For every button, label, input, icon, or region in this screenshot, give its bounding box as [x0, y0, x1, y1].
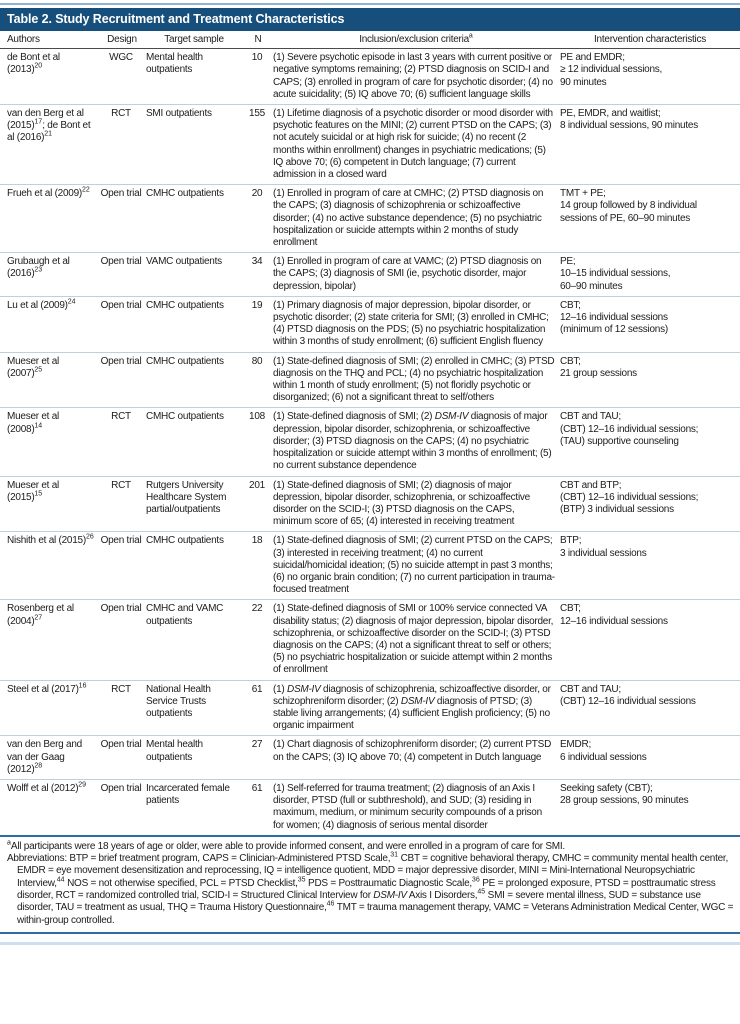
- cell-authors: Grubaugh et al $(2016)^{23}$: [0, 253, 100, 297]
- table-row: [0, 779, 740, 834]
- cell-intervention: CBT and TAU; (CBT) 12–16 individual sessions: [560, 680, 740, 736]
- cell-target-sample: Incarcerated female patients: [146, 782, 230, 807]
- table-row: [0, 49, 740, 105]
- table-row: [0, 185, 740, 253]
- cell-n: 34: [244, 253, 272, 297]
- cell-intervention: CBT and BTP; (CBT) 12–16 individual sessions; (BTP) 3 individual sessions: [560, 476, 740, 532]
- column-header-criteria: Inclusion/exclusion criteria$^a$: [272, 31, 560, 49]
- cell-target-sample: SMI outpatients: [144, 105, 244, 185]
- cell-target-sample: VAMC outpatients: [144, 253, 244, 297]
- cell-authors: Lu et al $(2009)^{24}$: [0, 296, 100, 352]
- column-header-design: Design: [100, 31, 144, 49]
- cell-authors: Frueh et al $(2009)^{22}$: [0, 185, 100, 253]
- cell-criteria: (1) Self-referred for trauma treatment; (2) diagnosis of an Axis I disorder, PTSD (full or subthreshold), and SUD; (3) residing in maximum, medium, or minimum security compounds of a prison for women; (4) diagnosis of serious mental disorder: [273, 782, 542, 831]
- cell-target-sample: CMHC outpatients: [144, 296, 244, 352]
- cell-target-sample: National Health Service Trusts outpatients: [144, 680, 244, 736]
- cell-target-sample: Rutgers University Healthcare System partial/outpatients: [144, 476, 244, 532]
- cell-n: 18: [244, 532, 272, 600]
- study-table: [0, 31, 740, 835]
- cell-design: Open trial: [100, 736, 144, 780]
- bottom-gap: [0, 934, 740, 942]
- cell-n: 27: [244, 736, 272, 780]
- cell-authors: Rosenberg et al $(2004)^{27}$: [0, 600, 100, 680]
- cell-criteria: (1) State-defined diagnosis of SMI; (2) enrolled in CMHC; (3) PTSD diagnosis on the THQ and PCL; (4) no psychiatric hospitalization within 1 month of study enrollment; (5) not floridly psychotic or disorganized; (6) not a significant threat to self/others: [272, 352, 560, 408]
- cell-design: Open trial: [100, 296, 144, 352]
- cell-authors: de Bont et al $(2013)^{20}$: [0, 49, 100, 105]
- cell-n: 22: [244, 600, 272, 680]
- cell-design: WGC: [100, 49, 144, 105]
- paper-table-page: [0, 3, 740, 945]
- table-row: [0, 352, 740, 408]
- cell-intervention: PE, EMDR, and waitlist; 8 individual sessions, 90 minutes: [560, 105, 740, 185]
- column-header-authors: Authors: [0, 31, 100, 49]
- table-row: [0, 296, 740, 352]
- cell-intervention: CBT; 12–16 individual sessions: [560, 600, 740, 680]
- cell-n: 201: [244, 476, 272, 532]
- table-body: [0, 49, 740, 835]
- table-row: [0, 105, 740, 185]
- cell-design: Open trial: [100, 532, 144, 600]
- cell-criteria: (1) Lifetime diagnosis of a psychotic disorder or mood disorder with psychotic features on the MINI; (2) current PTSD on the CAPS; (3) not acutely suicidal or at high risk for suicide; (4) no recent (2 months within enrollment) changes in psychiatric medications; (5) IQ above 70; (6) competent in Dutch language; (7) current admission in a closed ward: [272, 105, 560, 185]
- cell-authors: van den Berg et al $(2015)^{17}$; de Bont et al $(2016)^{21}$: [0, 105, 100, 185]
- cell-n: 19: [244, 296, 272, 352]
- cell-n: 108: [244, 408, 272, 476]
- cell-intervention: PE; 10–15 individual sessions, 60–90 minutes: [560, 253, 740, 297]
- cell-n: 155: [244, 105, 272, 185]
- cell-design: Open trial: [100, 185, 144, 253]
- cell-criteria: (1) DSM-IV diagnosis of schizophrenia, schizoaffective disorder, or schizophreniform disorder; (2) DSM-IV diagnosis of PTSD; (3) stable living arrangements; (4) sufficient English proficiency; (5) no organic impairment: [272, 680, 560, 736]
- cell-design: RCT: [100, 476, 144, 532]
- cell-intervention: BTP; 3 individual sessions: [560, 532, 740, 600]
- cell-criteria: (1) State-defined diagnosis of SMI; (2) diagnosis of major depression, bipolar disorder, schizophrenia, or schizoaffective disorder on the SCID-I; (3) PTSD diagnosis on the CAPS, minimum score of 65; (4) interested in receiving treatment: [272, 476, 560, 532]
- cell-authors: van den Berg and van der Gaag $(2012)^{28}$: [0, 736, 100, 780]
- table-row: [0, 476, 740, 532]
- column-header-target-sample: Target sample: [144, 31, 244, 49]
- cell-intervention: CBT; 21 group sessions: [560, 352, 740, 408]
- cell-criteria: (1) Primary diagnosis of major depression, bipolar disorder, or psychotic disorder; (2) state criteria for SMI; (3) enrolled in CMHC; (4) PTSD diagnosis on the PDS; (5) no psychiatric hospitalization within 3 months of study enrollment; (6) sufficient English fluency: [272, 296, 560, 352]
- cell-target-sample: CMHC and VAMC outpatients: [144, 600, 244, 680]
- cell-design: Open trial: [100, 352, 144, 408]
- cell-intervention: Seeking safety (CBT); 28 group sessions, 90 minutes: [560, 782, 689, 807]
- table-footnotes: [0, 835, 740, 932]
- cell-design: RCT: [100, 105, 144, 185]
- cell-design: Open trial: [100, 600, 144, 680]
- column-header-n: N: [244, 31, 272, 49]
- cell-n: 61: [244, 680, 272, 736]
- table-row: [0, 736, 740, 780]
- cell-design: RCT: [100, 408, 144, 476]
- cell-intervention: EMDR; 6 individual sessions: [560, 736, 740, 780]
- cell-design: Open trial: [100, 253, 144, 297]
- table-row: [0, 253, 740, 297]
- table-title: Table 2. Study Recruitment and Treatment Characteristics: [7, 12, 345, 26]
- bottom-accent-strip: [0, 942, 740, 945]
- cell-n: 10: [244, 49, 272, 105]
- cell-authors: Nishith et al $(2015)^{26}$: [0, 532, 100, 600]
- cell-design: RCT: [100, 680, 144, 736]
- cell-authors: Mueser et al $(2008)^{14}$: [0, 408, 100, 476]
- table-row: [0, 600, 740, 680]
- cell-criteria: (1) Chart diagnosis of schizophreniform disorder; (2) current PTSD on the CAPS; (3) IQ above 70; (4) competent in Dutch language: [272, 736, 560, 780]
- cell-criteria: (1) Severe psychotic episode in last 3 years with current positive or negative symptoms remaining; (2) PTSD diagnosis on SCID-I and CAPS; (3) enrolled in program of care for psychotic disorder; (4) no acute suicidality; (5) IQ above 70; (6) sufficient language skills: [272, 49, 560, 105]
- cell-target-sample: CMHC outpatients: [144, 185, 244, 253]
- footnote-participants: $^a$All participants were 18 years of age or older, were able to provide informed consent, and were enrolled in a program of care for SMI.: [7, 839, 565, 852]
- table-row: [0, 680, 740, 736]
- cell-n: 80: [244, 352, 272, 408]
- top-divider: [0, 3, 740, 5]
- cell-authors: Mueser et al $(2015)^{15}$: [0, 476, 100, 532]
- cell-target-sample: CMHC outpatients: [144, 352, 244, 408]
- cell-target-sample: CMHC outpatients: [144, 532, 244, 600]
- cell-criteria: (1) Enrolled in program of care at VAMC; (2) PTSD diagnosis on the CAPS; (3) diagnosis of SMI (ie, psychotic disorder, major depression, bipolar): [272, 253, 560, 297]
- table-row: [0, 408, 740, 476]
- cell-criteria: (1) State-defined diagnosis of SMI; (2) DSM-IV diagnosis of major depression, bipolar disorder, schizophrenia, or schizoaffective disorder; (3) PTSD diagnosis on the CAPS; (4) no psychiatric hospitalization or suicide attempt within 3 months of enrollment; (5) no current substance dependence: [272, 408, 560, 476]
- table-title-bar: [0, 8, 740, 31]
- cell-criteria: (1) Enrolled in program of care at CMHC; (2) PTSD diagnosis on the CAPS; (3) diagnosis of schizophrenia or schizoaffective disorder; (4) no active substance dependence; (5) no psychiatric hospitalization or suicide attempts within 2 months of study enrollment: [272, 185, 560, 253]
- column-header-intervention: Intervention characteristics: [560, 31, 740, 49]
- cell-n: 20: [244, 185, 272, 253]
- cell-intervention: TMT + PE; 14 group followed by 8 individual sessions of PE, 60–90 minutes: [560, 185, 740, 253]
- footnote-abbreviations: Abbreviations: BTP = brief treatment program, CAPS = Clinician-Administered PTSD Scale,$^{31}$ CBT = cognitive behavioral therapy, CMHC = community mental health center, EMDR = eye movement desensitization and reprocessing, IQ = intelligence quotient, MDD = major depressive disorder, MINI = Mini-International Neuropsychiatric Interview,$^{44}$ NOS = not otherwise specified, PCL = PTSD Checklist,$^{35}$ PDS = Posttraumatic Diagnostic Scale,$^{36}$ PE = prolonged exposure, PTSD = posttraumatic stress disorder, RCT = randomized controlled trial, SCID-I = Structured Clinical Interview for DSM-IV Axis I Disorders,$^{45}$ SMI = severe mental illness, SUD = substance use disorder, TAU = treatment as usual, THQ = Trauma History Questionnaire,$^{46}$ TMT = trauma management therapy, VAMC = Veterans Administration Medical Center, WGC = within-group controlled.: [7, 851, 734, 926]
- cell-criteria: (1) State-defined diagnosis of SMI or 100% service connected VA disability status; (2) diagnosis of major depression, bipolar disorder, schizophrenia, or schizoaffective disorder on the SCID-I; (3) PTSD diagnosis on the CAPS; (4) not a significant threat to self or others; (5) no psychiatric hospitalization or suicide attempt within 2 months of enrollment: [272, 600, 560, 680]
- cell-target-sample: CMHC outpatients: [144, 408, 244, 476]
- cell-intervention: PE and EMDR; ≥ 12 individual sessions, 90 minutes: [560, 49, 740, 105]
- cell-target-sample: Mental health outpatients: [144, 49, 244, 105]
- table-header: [0, 31, 740, 49]
- cell-criteria: (1) State-defined diagnosis of SMI; (2) current PTSD on the CAPS; (3) interested in receiving treatment; (4) no current suicidal/homicidal ideation; (5) no suicide attempt in past 3 months; (6) no organic brain condition; (7) no current participation in trauma-focused treatment: [272, 532, 560, 600]
- cell-authors: Steel et al $(2017)^{16}$: [0, 680, 100, 736]
- cell-authors: Mueser et al $(2007)^{25}$: [0, 352, 100, 408]
- cell-intervention: CBT and TAU; (CBT) 12–16 individual sessions; (TAU) supportive counseling: [560, 408, 740, 476]
- cell-authors: Wolff et al $(2012)^{29}$: [7, 781, 87, 794]
- cell-target-sample: Mental health outpatients: [144, 736, 244, 780]
- cell-intervention: CBT; 12–16 individual sessions (minimum of 12 sessions): [560, 296, 740, 352]
- table-row: [0, 532, 740, 600]
- cell-design: Open trial: [100, 782, 142, 794]
- cell-n: 61: [251, 782, 263, 794]
